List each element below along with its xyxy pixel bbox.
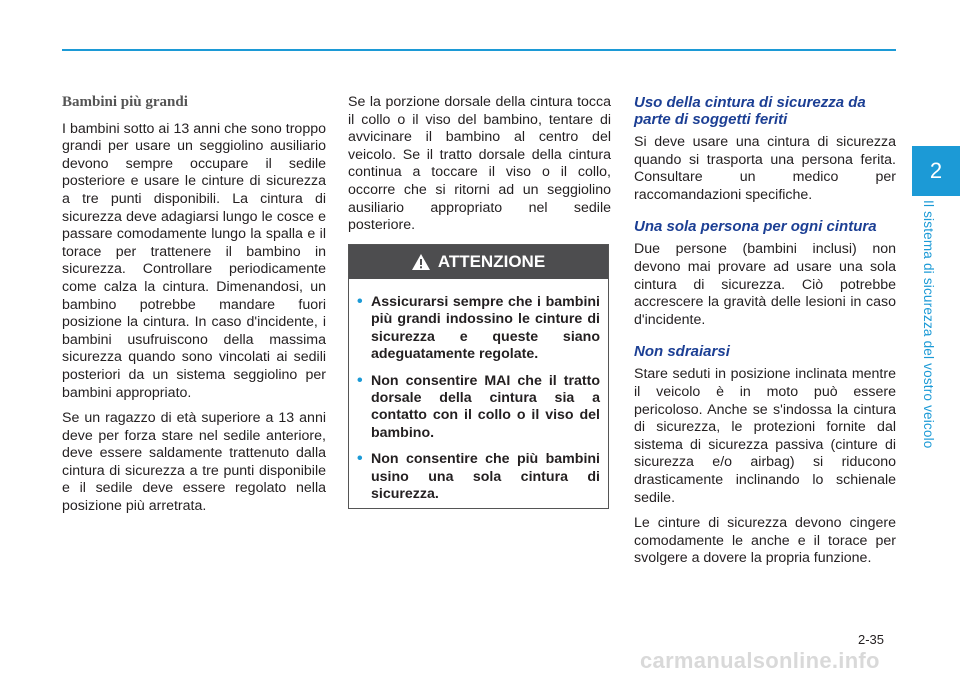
page-number: 2-35 (858, 632, 885, 647)
chapter-tab: 2 (912, 146, 960, 196)
warning-box (348, 244, 609, 509)
paragraph: I bambini sotto ai 13 anni che sono troppo grandi per usare un seggiolino ausiliario devono sempre occupare il sedile posteriore e usare le cinture di sicurezza a tre punti disponibili. La cintura di sicurezza deve adagiarsi lungo le cosce e passare comodamente lungo la spalla e il torace per trattenere il bambino in sicurezza. Controllare periodicamente come calza la cintura. Dimenandosi, un bambino potrebbe mandare fuori posizione la cintura. In caso d'incidente, i bambini usufruiscono della massima sicurezza quando sono vincolati ai sedili posteriori da un sistema seggiolino per bambini appropriato. (62, 120, 326, 401)
paragraph: Due persone (bambini inclusi) non devono mai provare ad usare una sola cintura di sicurezza. Ciò potrebbe accrescere la gravità delle lesioni in caso d'incidente. (634, 241, 896, 328)
warning-item: • Non consentire che più bambini usino una sola cintura di sicurezza. (357, 450, 600, 503)
paragraph: Si deve usare una cintura di sicurezza quando si trasporta una persona ferita. Consultare un medico per raccomandazioni specifiche. (634, 134, 896, 203)
section-heading-older-children: Bambini più grandi (62, 94, 188, 110)
warning-header (349, 245, 608, 279)
warning-item: • Assicurarsi sempre che i bambini più grandi indossino le cinture di sicurezza e queste siano adeguatamente regolate. (357, 293, 600, 363)
warning-item: • Non consentire MAI che il tratto dorsale della cintura sia a contatto con il collo o il viso del bambino. (357, 371, 600, 441)
column-left (62, 90, 326, 524)
warning-triangle-icon (412, 254, 430, 270)
section-heading-injured: Uso della cintura di sicurezza da parte di soggetti feriti (634, 94, 866, 128)
bullet-icon: • (357, 293, 363, 310)
column-right (634, 94, 896, 576)
section-heading-no-reclining: Non sdraiarsi (634, 343, 730, 361)
paragraph: Se un ragazzo di età superiore a 13 anni deve per forza stare nel sedile anteriore, deve essere saldamente trattenuto dalla cintura di sicurezza a tre punti disponibile e il sedile deve essere regolato nella posizione più arretrata. (62, 410, 326, 515)
column-middle (348, 94, 611, 243)
paragraph: Le cinture di sicurezza devono cingere comodamente le anche e il torace per svolgere a dovere la propria funzione. (634, 515, 896, 567)
bullet-icon: • (357, 371, 363, 389)
section-heading-one-person: Una sola persona per ogni cintura (634, 218, 877, 236)
paragraph: Se la porzione dorsale della cintura tocca il collo o il viso del bambino, tentare di avvicinare il bambino al centro del veicolo. Se il tratto dorsale della cintura continua a toccare il viso o il collo, occorre che si ritorni ad un seggiolino ausiliario appropriato nel sedile posteriore. (348, 94, 611, 234)
chapter-title: Il sistema di sicurezza del vostro veicolo (921, 200, 936, 449)
watermark: carmanualsonline.info (640, 648, 880, 673)
header-rule (62, 49, 896, 51)
bullet-icon: • (357, 450, 363, 468)
warning-list (349, 279, 608, 503)
warning-title: ATTENZIONE (437, 252, 546, 271)
paragraph: Stare seduti in posizione inclinata mentre il veicolo è in moto può essere pericoloso. Anche se s'indossa la cintura di sicurezza, le protezioni fornite dal sistema di sicurezza passiva (cinture di sicurezza e/o airbag) si riducono drasticamente inclinando lo schienale sedile. (634, 366, 896, 506)
